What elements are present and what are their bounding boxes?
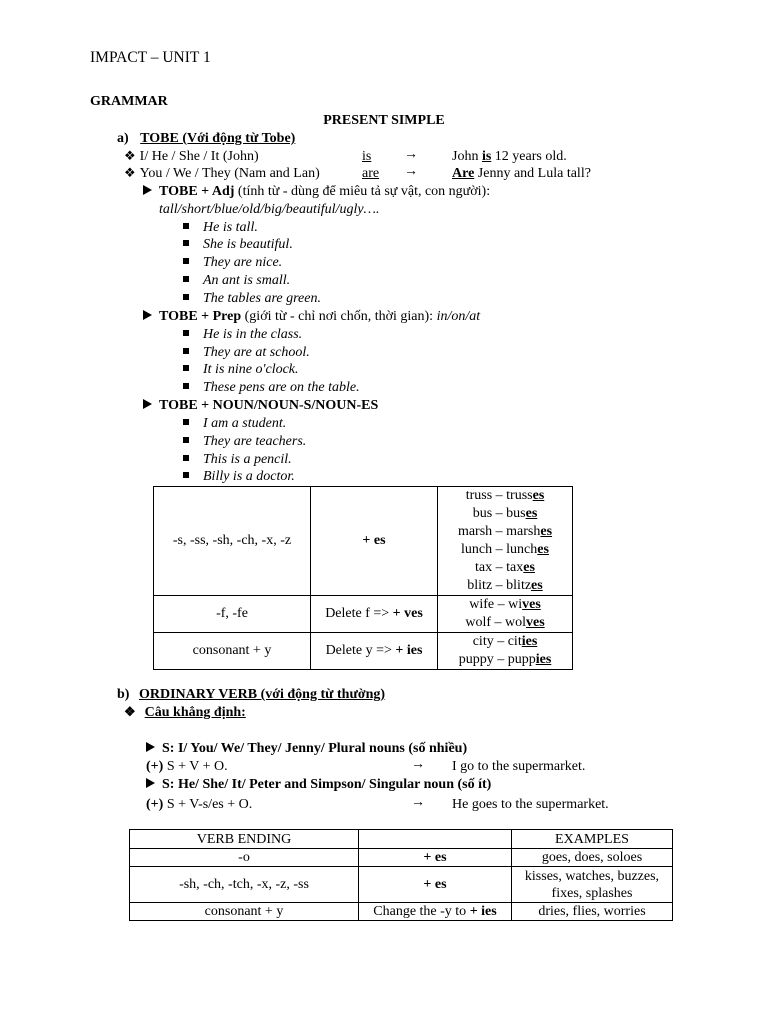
- square-bullet-icon: [183, 276, 189, 282]
- rule-bold: + es: [423, 877, 447, 892]
- table-header-rule: [359, 830, 512, 849]
- example-base: tax – tax: [475, 560, 524, 575]
- list-item-text: These pens are on the table.: [203, 380, 360, 395]
- example-suffix: ves: [526, 615, 545, 630]
- example-post: Jenny and Lula tall?: [474, 166, 591, 181]
- example-line: [441, 523, 569, 541]
- affirmative-heading: [124, 704, 246, 722]
- example-suffix: ies: [535, 652, 552, 667]
- arrow-icon: →: [404, 164, 418, 179]
- list-item: [183, 219, 258, 237]
- table-cell-ending: -sh, -ch, -tch, -x, -z, -ss: [130, 867, 359, 903]
- table-cell-rule: [359, 849, 512, 867]
- square-bullet-icon: [183, 294, 189, 300]
- table-cell-examples: dries, flies, worries: [512, 903, 673, 921]
- example-suffix: es: [532, 488, 545, 503]
- table-cell-ending: -s, -ss, -sh, -ch, -x, -z: [154, 487, 311, 596]
- formula-example: I go to the supermarket.: [452, 759, 586, 774]
- table-cell-ending: consonant + y: [154, 633, 311, 670]
- arrow-bullet-icon: [146, 778, 155, 788]
- list-item-text: They are nice.: [203, 255, 283, 270]
- adj-list: tall/short/blue/old/big/beautiful/ugly….: [159, 202, 380, 217]
- subject-singular-text: S: He/ She/ It/ Peter and Simpson/ Singular noun (số ít): [162, 777, 492, 792]
- example-base: bus – bus: [472, 506, 526, 521]
- example-base: blitz – blitz: [467, 578, 532, 593]
- plus-sign: (+): [146, 759, 164, 774]
- list-item: [183, 468, 295, 486]
- adj-rule: [143, 183, 490, 201]
- list-item-text: Billy is a doctor.: [203, 469, 295, 484]
- example-line: [441, 505, 569, 523]
- square-bullet-icon: [183, 258, 189, 264]
- list-item: [183, 451, 292, 469]
- list-item-text: This is a pencil.: [203, 452, 292, 467]
- example-suffix: es: [537, 542, 549, 557]
- arrow-bullet-icon: [143, 310, 152, 320]
- example-pre: John: [452, 149, 482, 164]
- arrow-icon: →: [411, 757, 425, 772]
- verb-ending-table: [129, 829, 673, 921]
- tobe-row-1: [124, 148, 259, 166]
- square-bullet-icon: [183, 365, 189, 371]
- list-item: [183, 326, 302, 344]
- rule-bold: + es: [362, 533, 386, 548]
- table-cell-ending: consonant + y: [130, 903, 359, 921]
- arrow-bullet-icon: [143, 185, 152, 195]
- list-item: [183, 344, 310, 362]
- diamond-bullet-icon: ❖: [124, 704, 136, 719]
- square-bullet-icon: [183, 240, 189, 246]
- example-line: [441, 487, 569, 505]
- example-line: [441, 651, 569, 669]
- example-line: [441, 633, 569, 651]
- table-cell-rule: [311, 487, 438, 596]
- table-cell-rule: [359, 903, 512, 921]
- square-bullet-icon: [183, 472, 189, 478]
- table-cell-examples: goes, does, soloes: [512, 849, 673, 867]
- list-item-text: The tables are green.: [203, 291, 321, 306]
- arrow-bullet-icon: [143, 399, 152, 409]
- rule-desc-tail: in/on/at: [436, 309, 481, 324]
- formula-example: He goes to the supermarket.: [452, 797, 609, 812]
- example-sentence: [452, 165, 591, 183]
- table-row: [130, 903, 673, 921]
- list-item: [183, 254, 282, 272]
- plus-sign: (+): [146, 797, 164, 812]
- table-header-examples: EXAMPLES: [512, 830, 673, 849]
- rule-pre: Change the -y to: [373, 904, 470, 919]
- example-sentence: [452, 148, 567, 166]
- example-suffix: ies: [521, 634, 538, 649]
- grammar-heading: GRAMMAR: [90, 94, 168, 109]
- list-item-text: He is in the class.: [203, 327, 303, 342]
- table-row: [154, 633, 573, 670]
- plural-noun-table: [153, 486, 573, 670]
- list-item-text: It is nine o'clock.: [203, 362, 299, 377]
- example-line: [441, 541, 569, 559]
- rule-head: TOBE + NOUN/NOUN-S/NOUN-ES: [159, 398, 379, 413]
- example-base: city – cit: [472, 634, 522, 649]
- example-base: marsh – marsh: [457, 524, 541, 539]
- square-bullet-icon: [183, 348, 189, 354]
- arrow-icon: →: [411, 795, 425, 810]
- example-suffix: es: [525, 506, 538, 521]
- list-item-text: An ant is small.: [203, 273, 291, 288]
- table-cell-rule: [311, 633, 438, 670]
- rule-head: TOBE + Adj: [159, 184, 235, 199]
- table-header-row: [130, 830, 673, 849]
- section-b-heading: ORDINARY VERB (với động từ thường): [138, 687, 386, 702]
- verb-are: are: [362, 166, 380, 181]
- example-suffix: es: [531, 578, 543, 593]
- list-item: [183, 415, 286, 433]
- noun-rule: [143, 397, 378, 415]
- list-item-text: They are teachers.: [203, 434, 307, 449]
- list-item-text: They are at school.: [203, 345, 310, 360]
- example-suffix: es: [523, 560, 535, 575]
- tobe-row-2: [124, 165, 320, 183]
- table-cell-examples: [438, 487, 573, 596]
- arrow-bullet-icon: [146, 742, 155, 752]
- list-item: [183, 290, 321, 308]
- list-item-text: He is tall.: [203, 220, 258, 235]
- formula-text: S + V + O.: [163, 759, 228, 774]
- table-cell-ending: -o: [130, 849, 359, 867]
- subject-text: I/ He / She / It (John): [139, 149, 259, 164]
- example-line: [441, 577, 569, 595]
- example-line: [441, 559, 569, 577]
- rule-pre: Delete y =>: [325, 643, 396, 658]
- verb-is: is: [362, 149, 372, 164]
- section-a-label: a): [117, 131, 129, 146]
- section-a-heading: TOBE (Với động từ Tobe): [140, 131, 296, 146]
- subject-singular: [146, 776, 491, 794]
- rule-bold: + ves: [392, 606, 423, 621]
- document-title: IMPACT – UNIT 1: [90, 49, 211, 66]
- square-bullet-icon: [183, 419, 189, 425]
- rule-bold: + ies: [395, 643, 423, 658]
- example-base: lunch – lunch: [461, 542, 538, 557]
- diamond-bullet-icon: ❖: [124, 148, 136, 163]
- table-cell-examples: kisses, watches, buzzes, fixes, splashes: [512, 867, 673, 903]
- rule-head: TOBE + Prep: [159, 309, 242, 324]
- section-a: [117, 130, 295, 148]
- diamond-bullet-icon: ❖: [124, 165, 136, 180]
- table-row: [130, 867, 673, 903]
- list-item-text: I am a student.: [203, 416, 287, 431]
- example-line: [441, 614, 569, 632]
- example-suffix: es: [540, 524, 553, 539]
- square-bullet-icon: [183, 223, 189, 229]
- example-base: puppy – pupp: [458, 652, 536, 667]
- example-line: [441, 596, 569, 614]
- rule-desc: (giới từ - chỉ nơi chốn, thời gian):: [241, 309, 437, 324]
- list-item: [183, 361, 299, 379]
- list-item: [183, 379, 360, 397]
- square-bullet-icon: [183, 455, 189, 461]
- table-cell-examples: [438, 633, 573, 670]
- formula-plural: [146, 758, 228, 776]
- subject-plural-text: S: I/ You/ We/ They/ Jenny/ Plural nouns (số nhiều): [162, 741, 468, 756]
- square-bullet-icon: [183, 330, 189, 336]
- page-title: PRESENT SIMPLE: [323, 113, 445, 128]
- rule-bold: + ies: [469, 904, 497, 919]
- list-item: [183, 433, 306, 451]
- prep-rule: [143, 308, 480, 326]
- table-cell-rule: [359, 867, 512, 903]
- list-item-text: She is beautiful.: [203, 237, 293, 252]
- table-row: [154, 596, 573, 633]
- section-b: [117, 686, 385, 704]
- rule-desc: (tính từ - dùng để miêu tả sự vật, con người):: [234, 184, 491, 199]
- subject-text: You / We / They (Nam and Lan): [139, 166, 320, 181]
- example-post: 12 years old.: [491, 149, 567, 164]
- example-emphasis: is: [481, 149, 492, 164]
- section-b-label: b): [117, 687, 130, 702]
- formula-singular: [146, 796, 252, 814]
- example-base: wife – wi: [469, 597, 523, 612]
- square-bullet-icon: [183, 383, 189, 389]
- formula-text: S + V-s/es + O.: [163, 797, 253, 812]
- table-row: [130, 849, 673, 867]
- table-cell-rule: [311, 596, 438, 633]
- example-emphasis: Are: [452, 166, 475, 181]
- arrow-icon: →: [404, 147, 418, 162]
- subject-plural: [146, 740, 467, 758]
- example-base: wolf – wol: [465, 615, 526, 630]
- table-row: [154, 487, 573, 596]
- square-bullet-icon: [183, 437, 189, 443]
- rule-bold: + es: [423, 850, 447, 865]
- table-header-ending: VERB ENDING: [130, 830, 359, 849]
- example-base: truss – truss: [465, 488, 533, 503]
- list-item: [183, 272, 290, 290]
- table-cell-examples: [438, 596, 573, 633]
- rule-pre: Delete f =>: [325, 606, 393, 621]
- list-item: [183, 236, 293, 254]
- table-cell-ending: -f, -fe: [154, 596, 311, 633]
- example-suffix: ves: [522, 597, 541, 612]
- affirmative-label: Câu khẳng định:: [144, 705, 246, 720]
